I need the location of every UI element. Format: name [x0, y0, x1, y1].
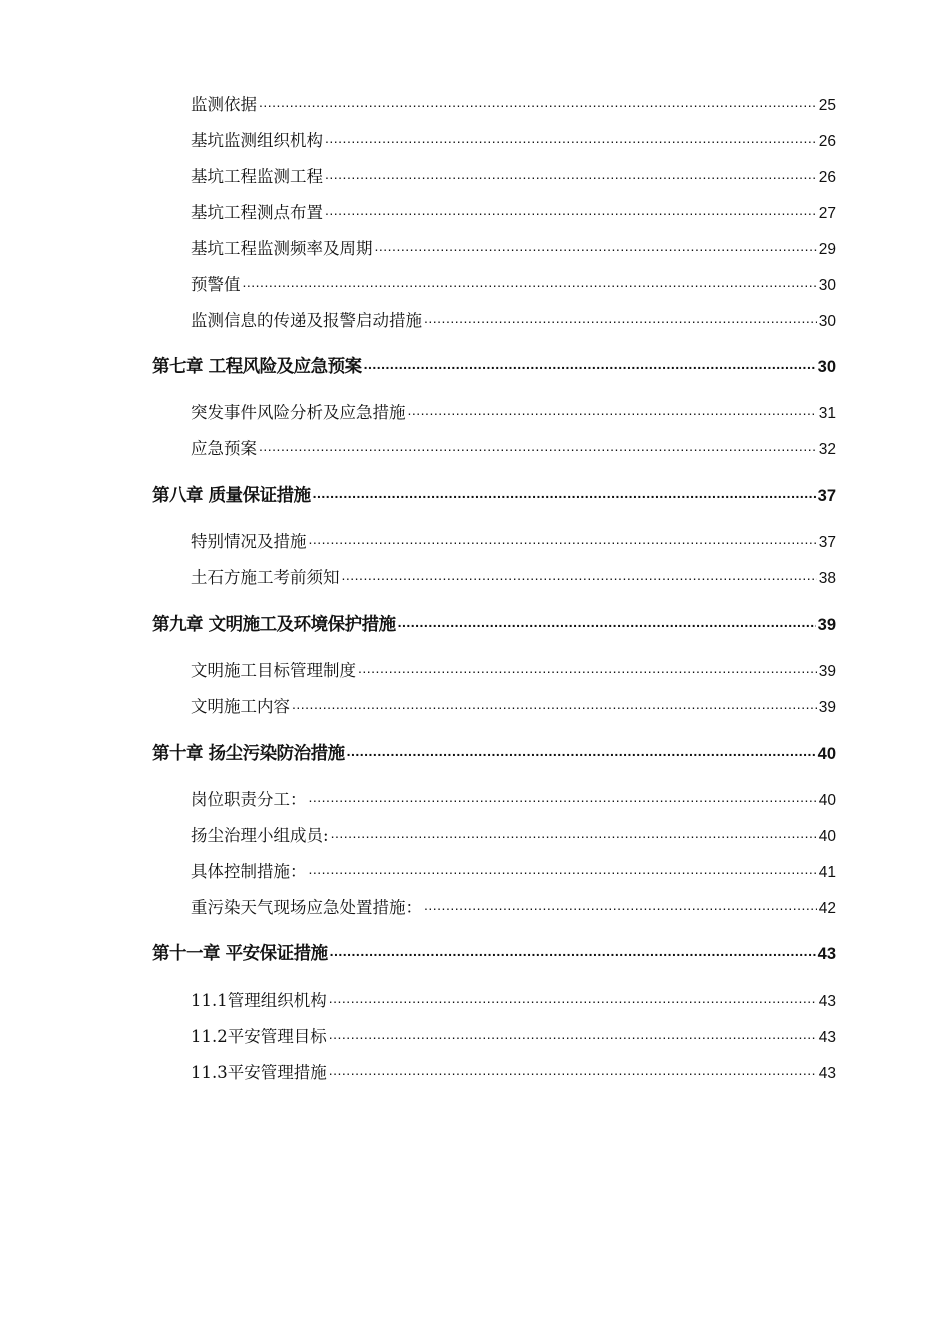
- toc-chapter-entry[interactable]: [152, 482, 836, 506]
- toc-entry-title: 基坑监测组织机构: [191, 131, 323, 150]
- toc-entry-page: 43: [818, 993, 836, 1010]
- toc-entry[interactable]: [191, 528, 836, 552]
- toc-chapter-page: 43: [817, 945, 836, 963]
- toc-entry-title: 特别情况及措施: [191, 532, 307, 551]
- toc-dot-leader: [330, 942, 816, 960]
- toc-entry[interactable]: [191, 822, 836, 846]
- toc-dot-leader: [424, 310, 817, 327]
- toc-entry-title: 监测信息的传递及报警启动措施: [191, 311, 422, 330]
- toc-dot-leader: [424, 897, 817, 914]
- toc-entry[interactable]: [191, 235, 836, 259]
- toc-entry-page: 30: [818, 277, 836, 294]
- toc-chapter-entry[interactable]: [152, 740, 836, 764]
- toc-dot-leader: [325, 130, 817, 147]
- toc-entry[interactable]: [191, 163, 836, 187]
- toc-entry-page: 41: [818, 864, 836, 881]
- toc-chapter-entry[interactable]: [152, 940, 836, 964]
- toc-dot-leader: [347, 742, 816, 760]
- toc-entry[interactable]: [191, 1023, 836, 1047]
- toc-entry[interactable]: [191, 564, 836, 588]
- toc-dot-leader: [313, 484, 816, 502]
- toc-dot-leader: [329, 1062, 817, 1079]
- toc-entry-page: 32: [818, 441, 836, 458]
- toc-entry-page: 29: [818, 241, 836, 258]
- toc-entry-title: 土石方施工考前须知: [191, 568, 340, 587]
- toc-chapter-title: 第八章 质量保证措施: [152, 486, 311, 506]
- toc-entry-title: 11.3平安管理措施: [191, 1063, 327, 1082]
- toc-entry-title: 预警值: [191, 275, 241, 294]
- toc-entry[interactable]: [191, 307, 836, 331]
- toc-chapter-title: 第九章 文明施工及环境保护措施: [152, 615, 396, 635]
- toc-dot-leader: [325, 166, 817, 183]
- toc-dot-leader: [309, 531, 817, 548]
- toc-dot-leader: [309, 861, 817, 878]
- toc-chapter-title: 第十章 扬尘污染防治措施: [152, 744, 345, 764]
- toc-entry-page: 25: [818, 97, 836, 114]
- toc-dot-leader: [243, 274, 817, 291]
- toc-dot-leader: [375, 238, 817, 255]
- toc-dot-leader: [325, 202, 817, 219]
- toc-chapter-entry[interactable]: [152, 353, 836, 377]
- toc-entry[interactable]: [191, 127, 836, 151]
- toc-entry-title: 扬尘治理小组成员:: [191, 826, 329, 845]
- toc-entry[interactable]: [191, 657, 836, 681]
- toc-entry-page: 30: [818, 313, 836, 330]
- toc-dot-leader: [329, 990, 817, 1007]
- toc-entry-page: 40: [818, 792, 836, 809]
- toc-chapter-title: 第七章 工程风险及应急预案: [152, 357, 362, 377]
- toc-entry-title: 文明施工内容: [191, 697, 290, 716]
- toc-entry[interactable]: [191, 693, 836, 717]
- toc-entry-title: 应急预案: [191, 439, 257, 458]
- toc-dot-leader: [329, 1026, 817, 1043]
- toc-entry[interactable]: [191, 987, 836, 1011]
- toc-dot-leader: [398, 613, 816, 631]
- toc-entry[interactable]: [191, 199, 836, 223]
- toc-chapter-page: 40: [817, 745, 836, 763]
- toc-entry-title: 基坑工程监测工程: [191, 167, 323, 186]
- toc-entry[interactable]: [191, 271, 836, 295]
- toc-chapter-entry[interactable]: [152, 611, 836, 635]
- toc-entry-page: 26: [818, 133, 836, 150]
- toc-dot-leader: [408, 402, 817, 419]
- toc-chapter-page: 39: [817, 616, 836, 634]
- toc-entry-page: 27: [818, 205, 836, 222]
- toc-entry-page: 43: [818, 1065, 836, 1082]
- toc-entry-title: 突发事件风险分析及应急措施: [191, 403, 406, 422]
- toc-dot-leader: [259, 94, 817, 111]
- toc-chapter-page: 30: [817, 358, 836, 376]
- toc-entry-title: 基坑工程测点布置: [191, 203, 323, 222]
- toc-dot-leader: [259, 438, 817, 455]
- toc-entry[interactable]: [191, 435, 836, 459]
- toc-entry-page: 31: [818, 405, 836, 422]
- toc-chapter-title: 第十一章 平安保证措施: [152, 944, 328, 964]
- toc-entry-title: 文明施工目标管理制度: [191, 661, 356, 680]
- toc-entry-page: 37: [818, 534, 836, 551]
- toc-entry-title: 重污染天气现场应急处置措施：: [191, 898, 422, 917]
- toc-entry-title: 11.2平安管理目标: [191, 1027, 327, 1046]
- toc-chapter-page: 37: [817, 487, 836, 505]
- toc-dot-leader: [292, 696, 817, 713]
- toc-entry-page: 39: [818, 699, 836, 716]
- toc-entry-page: 40: [818, 828, 836, 845]
- toc-entry-title: 11.1管理组织机构: [191, 991, 327, 1010]
- toc-entry-page: 42: [818, 900, 836, 917]
- toc-entry-page: 43: [818, 1029, 836, 1046]
- toc-dot-leader: [309, 789, 817, 806]
- toc-entry-page: 38: [818, 570, 836, 587]
- toc-entry[interactable]: [191, 91, 836, 115]
- toc-dot-leader: [342, 567, 817, 584]
- toc-entry-title: 基坑工程监测频率及周期: [191, 239, 373, 258]
- toc-entry[interactable]: [191, 786, 836, 810]
- toc-entry-title: 具体控制措施：: [191, 862, 307, 881]
- toc-entry[interactable]: [191, 399, 836, 423]
- toc-entry-page: 39: [818, 663, 836, 680]
- toc-entry[interactable]: [191, 858, 836, 882]
- toc-dot-leader: [331, 825, 817, 842]
- toc-entry-title: 监测依据: [191, 95, 257, 114]
- toc-entry-title: 岗位职责分工：: [191, 790, 307, 809]
- toc-dot-leader: [358, 660, 817, 677]
- toc-dot-leader: [364, 355, 816, 373]
- toc-entry[interactable]: [191, 1059, 836, 1083]
- toc-entry-page: 26: [818, 169, 836, 186]
- toc-entry[interactable]: [191, 894, 836, 918]
